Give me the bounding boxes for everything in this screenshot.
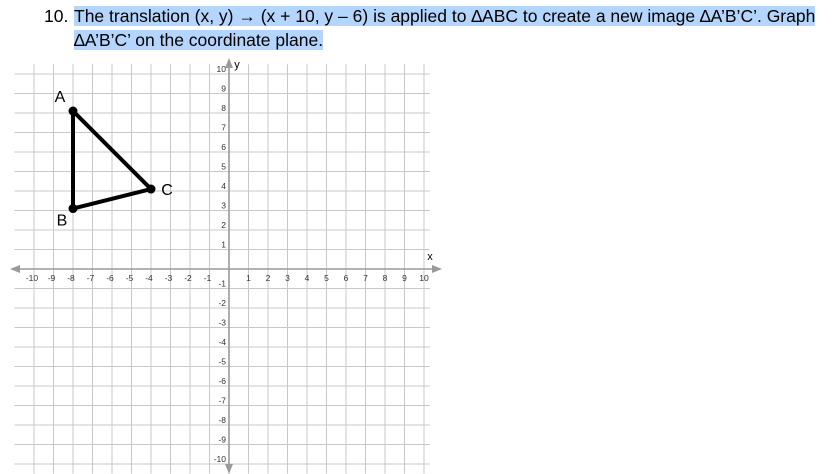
x-tick-label: 7 xyxy=(363,273,368,283)
question-text xyxy=(44,4,824,52)
y-tick-label: 10 xyxy=(216,64,226,74)
y-tick-label: -9 xyxy=(218,434,226,445)
x-tick-label: -3 xyxy=(164,273,173,283)
y-tick-label: 1 xyxy=(221,239,226,250)
x-tick-label: 9 xyxy=(402,273,407,283)
y-tick-label: -1 xyxy=(218,278,226,289)
y-axis-arrow-down xyxy=(225,464,233,474)
y-tick-label: -6 xyxy=(218,376,226,386)
vertex-point-b[interactable] xyxy=(69,204,78,213)
y-tick-label: -3 xyxy=(218,317,226,328)
x-tick-label: 5 xyxy=(324,273,329,283)
vertex-point-a[interactable] xyxy=(69,107,78,116)
triangle-abc xyxy=(55,89,173,230)
x-tick-label: 10 xyxy=(419,273,429,283)
x-tick-label: -10 xyxy=(25,273,39,283)
x-tick-label: 4 xyxy=(304,273,310,283)
x-tick-label: 8 xyxy=(382,273,388,283)
x-tick-label: -2 xyxy=(184,273,192,283)
vertex-label-c: C xyxy=(161,182,173,200)
vertex-label-a: A xyxy=(54,89,66,107)
question-line-1 xyxy=(44,4,824,28)
y-tick-label: -5 xyxy=(218,356,226,367)
y-tick-label: -8 xyxy=(218,415,226,425)
x-tick-label: 1 xyxy=(246,273,251,283)
y-tick-label: -2 xyxy=(218,298,226,308)
y-tick-label: 3 xyxy=(221,200,226,211)
y-tick-label: 6 xyxy=(221,142,226,152)
vertex-point-c[interactable] xyxy=(147,185,156,194)
question-text-line-2: ∆A’B’C’ on the coordinate plane. xyxy=(74,30,324,50)
question-number: 10. xyxy=(44,6,69,26)
question-text-line-1: The translation (x, y) → (x + 10, y – 6) is applied to ∆ABC to create a new image ∆A’B’C’. Graph xyxy=(74,6,816,26)
coordinate-plane[interactable] xyxy=(0,58,450,474)
y-tick-label: 9 xyxy=(221,83,226,94)
x-tick-label: 6 xyxy=(343,273,349,283)
y-tick-label: 8 xyxy=(221,103,226,113)
y-tick-label: 7 xyxy=(221,122,226,133)
x-tick-label: -4 xyxy=(145,273,153,283)
y-tick-label: 4 xyxy=(221,181,226,191)
x-tick-label: -5 xyxy=(125,273,134,283)
x-tick-label: -1 xyxy=(203,273,212,283)
vertex-label-b: B xyxy=(56,212,68,230)
x-axis-label: x xyxy=(427,251,433,263)
y-tick-label: -10 xyxy=(213,454,226,464)
x-axis-arrow-right xyxy=(432,265,442,273)
y-axis-label: y xyxy=(234,59,240,71)
x-tick-label: 2 xyxy=(265,273,271,283)
y-tick-label: -7 xyxy=(218,395,226,406)
y-axis-arrow-up xyxy=(225,58,233,68)
x-tick-label: -7 xyxy=(86,273,95,283)
question-line-2 xyxy=(44,28,824,52)
y-tick-label: 2 xyxy=(221,220,226,230)
x-tick-label: -6 xyxy=(106,273,114,283)
x-tick-label: -8 xyxy=(67,273,75,283)
x-tick-label: -9 xyxy=(47,273,56,283)
x-tick-label: 3 xyxy=(285,273,290,283)
x-axis-arrow-left xyxy=(10,265,20,273)
y-tick-label: 5 xyxy=(221,161,226,172)
y-tick-label: -4 xyxy=(218,337,226,347)
